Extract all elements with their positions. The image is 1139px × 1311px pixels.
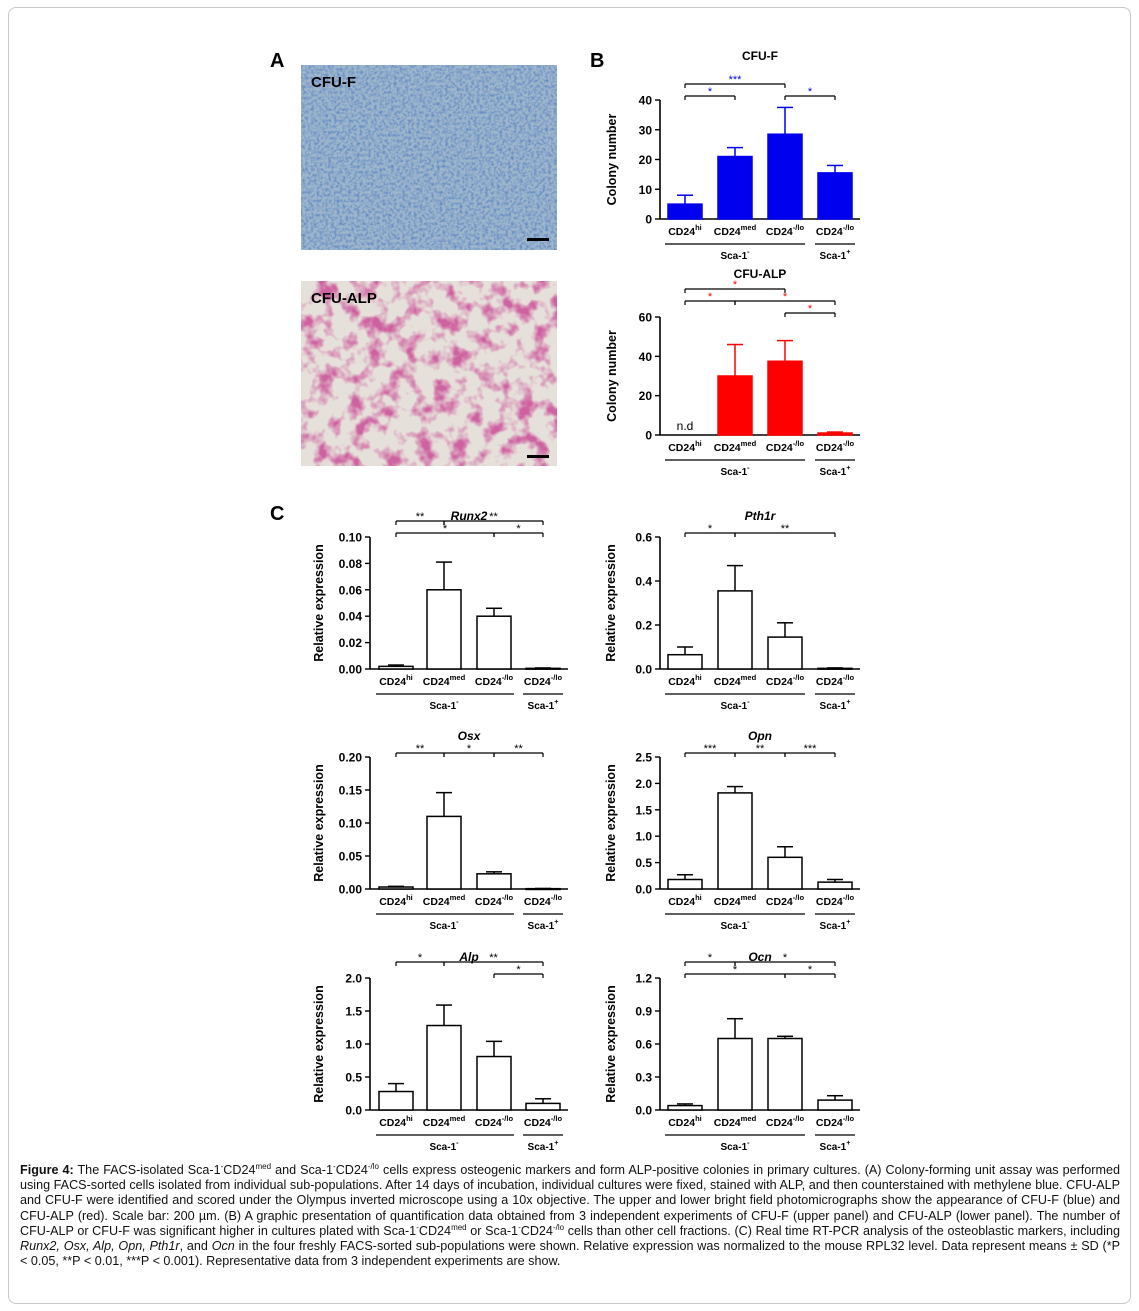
- caption-part: and Sca-1: [271, 1163, 334, 1177]
- category-label-base: CD24: [668, 676, 696, 688]
- y-tick-label: 2.0: [635, 776, 652, 791]
- bar: [427, 1026, 461, 1110]
- group-label-sup: -: [456, 697, 459, 706]
- group-label: [820, 697, 851, 712]
- category-label: [714, 893, 757, 908]
- y-tick-label: 20: [638, 153, 652, 167]
- category-label-base: CD24: [713, 226, 741, 238]
- y-tick-label: 0.5: [635, 856, 652, 871]
- category-label-base: CD24: [713, 896, 741, 908]
- significance-marker: **: [415, 743, 425, 755]
- chart-title: Alp: [459, 950, 479, 964]
- scale-bar-cfuf: [527, 238, 549, 241]
- category-label-base: CD24: [422, 896, 450, 908]
- category-label-base: CD24: [815, 442, 843, 454]
- category-label-sup: hi: [695, 439, 702, 448]
- y-axis-label: Relative expression: [312, 544, 326, 662]
- category-label: [524, 1114, 563, 1129]
- category-label-sup: hi: [695, 893, 702, 902]
- group-label-base: Sca-1: [429, 921, 457, 932]
- significance-marker: *: [442, 523, 448, 535]
- bar: [668, 655, 702, 669]
- category-label: [766, 673, 805, 688]
- significance-marker: **: [514, 743, 523, 755]
- category-label: [524, 673, 563, 688]
- category-label-sup: hi: [695, 223, 702, 232]
- group-label: [429, 697, 459, 712]
- bar: [668, 1106, 702, 1110]
- category-label: [766, 439, 805, 454]
- chart-ocn: [604, 950, 860, 1153]
- category-label: [766, 223, 805, 238]
- group-label: [528, 1138, 559, 1153]
- y-tick-label: 0.06: [338, 583, 362, 598]
- category-label-base: CD24: [523, 676, 551, 688]
- group-label: [720, 917, 750, 932]
- group-label-sup: +: [554, 697, 559, 706]
- significance-marker: **: [415, 511, 425, 523]
- category-label-sup: -/lo: [550, 893, 563, 902]
- category-label: [475, 1114, 514, 1129]
- group-label-sup: -: [747, 697, 750, 706]
- group-label-base: Sca-1: [429, 1142, 457, 1153]
- category-label-base: CD24: [668, 442, 696, 454]
- bar: [718, 157, 752, 219]
- bar: [818, 1100, 852, 1110]
- y-tick-label: 0.0: [635, 662, 652, 677]
- caption-part: in the four freshly FACS-sorted sub-populations were shown. Relative expression was normalized to the mouse RPL32 level. Data represent means ± SD (*P < 0.05, **P < 0.01, ***P < 0.001). Representative data from 3 independent experiments are show.: [20, 1239, 1120, 1269]
- category-label-base: CD24: [474, 896, 502, 908]
- category-label-sup: med: [449, 673, 466, 682]
- y-tick-label: 0.3: [635, 1070, 652, 1085]
- caption-sup: med: [451, 1222, 467, 1232]
- chart-title: Opn: [748, 729, 772, 743]
- y-tick-label: 2.0: [345, 971, 362, 986]
- category-label-sup: hi: [695, 1114, 702, 1123]
- bar: [379, 887, 413, 889]
- category-label-base: CD24: [379, 896, 407, 908]
- significance-marker: *: [466, 743, 472, 755]
- category-label-sup: -/lo: [842, 439, 855, 448]
- micrograph-cfualp: [301, 281, 557, 466]
- category-label-base: CD24: [379, 1117, 407, 1129]
- bar: [477, 874, 511, 889]
- category-label-sup: med: [740, 673, 757, 682]
- category-label: [423, 893, 466, 908]
- category-label-base: CD24: [765, 1117, 793, 1129]
- caption-sup: -: [220, 1161, 224, 1171]
- group-label-sup: -: [747, 1138, 750, 1147]
- significance-marker: ***: [803, 743, 817, 755]
- category-label: [714, 439, 757, 454]
- caption-sup: -/lo: [367, 1161, 380, 1171]
- caption-part: CD24: [335, 1163, 368, 1177]
- chart-cfualp: [605, 267, 860, 478]
- caption-sup: -: [416, 1222, 419, 1232]
- category-label: [816, 1114, 855, 1129]
- bar: [818, 882, 852, 889]
- category-label: [816, 673, 855, 688]
- significance-marker: *: [807, 303, 813, 315]
- group-label-base: Sca-1: [720, 921, 748, 932]
- category-label-sup: -/lo: [501, 893, 514, 902]
- category-label: [379, 673, 413, 688]
- category-label-sup: -/lo: [792, 893, 805, 902]
- category-label: [379, 1114, 413, 1129]
- y-tick-label: 0.00: [338, 662, 362, 677]
- category-label-base: CD24: [668, 226, 696, 238]
- group-label-base: Sca-1: [819, 251, 847, 262]
- category-label: [714, 223, 757, 238]
- category-label-base: CD24: [668, 1117, 696, 1129]
- category-label: [423, 673, 466, 688]
- group-label-base: Sca-1: [527, 921, 555, 932]
- group-label-sup: +: [554, 1138, 559, 1147]
- category-label-base: CD24: [765, 896, 793, 908]
- group-label-base: Sca-1: [819, 1142, 847, 1153]
- bar: [668, 204, 702, 219]
- category-label-base: CD24: [422, 1117, 450, 1129]
- chart-title: Ocn: [748, 950, 772, 964]
- significance-marker: *: [732, 964, 738, 976]
- caption-part: CD24: [223, 1163, 256, 1177]
- y-tick-label: 1.5: [635, 803, 652, 818]
- y-tick-label: 0.6: [635, 530, 652, 545]
- y-tick-label: 0: [645, 428, 652, 443]
- category-label-base: CD24: [474, 676, 502, 688]
- category-label-base: CD24: [815, 226, 843, 238]
- category-label-sup: -/lo: [842, 1114, 855, 1123]
- y-tick-label: 0.05: [338, 849, 362, 864]
- category-label: [668, 439, 702, 454]
- significance-marker: *: [707, 523, 713, 535]
- micrograph-cfuf: [301, 65, 557, 250]
- category-label: [475, 893, 514, 908]
- group-label-sup: +: [846, 1138, 851, 1147]
- y-tick-label: 0.9: [635, 1004, 652, 1019]
- caption-sup: -: [518, 1222, 521, 1232]
- y-tick-label: 1.0: [345, 1037, 362, 1052]
- chart-cfuf: [605, 49, 860, 262]
- category-label-sup: hi: [695, 673, 702, 682]
- micrograph-cfuf-cells: [301, 65, 557, 250]
- bar: [818, 433, 852, 435]
- category-label-sup: -/lo: [550, 673, 563, 682]
- panel-letter-b: B: [590, 50, 605, 72]
- bar: [768, 1039, 802, 1111]
- y-tick-label: 0.20: [338, 750, 362, 765]
- group-label: [820, 1138, 851, 1153]
- chart-alp: [312, 950, 568, 1153]
- significance-marker: *: [807, 86, 813, 98]
- category-label-sup: med: [740, 439, 757, 448]
- caption-sup: -: [333, 1161, 336, 1171]
- significance-marker: *: [417, 952, 423, 964]
- y-axis-label: Colony number: [605, 113, 619, 206]
- chart-title: Osx: [457, 729, 481, 743]
- bar: [818, 173, 852, 219]
- group-label: [720, 1138, 750, 1153]
- caption-part: The FACS-isolated Sca-1: [73, 1163, 221, 1177]
- group-label-base: Sca-1: [819, 467, 847, 478]
- category-label-sup: hi: [406, 1114, 413, 1123]
- bar: [668, 879, 702, 889]
- category-label: [668, 673, 702, 688]
- group-label-base: Sca-1: [819, 701, 847, 712]
- chart-title: CFU-ALP: [733, 267, 787, 281]
- category-label: [379, 893, 413, 908]
- y-axis-label: Relative expression: [604, 544, 618, 662]
- significance-marker: ***: [703, 743, 717, 755]
- category-label-base: CD24: [815, 896, 843, 908]
- group-label-sup: -: [747, 247, 750, 256]
- y-tick-label: 0.08: [338, 556, 362, 571]
- category-label: [816, 893, 855, 908]
- y-tick-label: 2.5: [635, 750, 652, 765]
- significance-marker: *: [516, 523, 521, 535]
- category-label-base: CD24: [765, 676, 793, 688]
- category-label-sup: -/lo: [842, 223, 855, 232]
- category-label-sup: -/lo: [501, 1114, 514, 1123]
- significance-marker: *: [516, 964, 521, 976]
- category-label-base: CD24: [815, 1117, 843, 1129]
- category-label-base: CD24: [765, 226, 793, 238]
- group-label-base: Sca-1: [527, 1142, 555, 1153]
- group-label: [720, 463, 750, 478]
- category-label-base: CD24: [422, 676, 450, 688]
- y-tick-label: 1.5: [345, 1004, 362, 1019]
- caption-label: Figure 4:: [20, 1163, 74, 1177]
- y-axis-label: Colony number: [605, 330, 619, 422]
- category-label-sup: med: [740, 893, 757, 902]
- group-label: [720, 697, 750, 712]
- caption-part: , and: [179, 1239, 212, 1254]
- bar: [379, 666, 413, 669]
- category-label-sup: med: [449, 1114, 466, 1123]
- category-label-base: CD24: [523, 896, 551, 908]
- category-label-base: CD24: [523, 1117, 551, 1129]
- category-label: [668, 223, 702, 238]
- significance-marker: *: [782, 952, 788, 964]
- micrograph-cfuf-label: CFU-F: [311, 74, 356, 91]
- category-label: [524, 893, 563, 908]
- chart-runx2: [312, 509, 568, 712]
- y-tick-label: 0.4: [635, 574, 652, 589]
- category-label-sup: -/lo: [792, 223, 805, 232]
- caption-italic: Ocn: [211, 1239, 235, 1254]
- bar: [768, 857, 802, 889]
- group-label-sup: +: [846, 463, 851, 472]
- chart-title: CFU-F: [742, 49, 778, 63]
- category-label-sup: hi: [406, 893, 413, 902]
- y-tick-label: 0.2: [635, 618, 652, 633]
- chart-opn: [604, 729, 860, 932]
- category-label-sup: med: [449, 893, 466, 902]
- y-tick-label: 60: [638, 310, 652, 325]
- group-label-sup: +: [554, 917, 559, 926]
- bar: [768, 637, 802, 669]
- bar: [718, 793, 752, 889]
- y-tick-label: 0.0: [635, 1103, 652, 1118]
- category-label-base: CD24: [474, 1117, 502, 1129]
- bar: [379, 1092, 413, 1110]
- group-label-sup: -: [456, 917, 459, 926]
- significance-marker: **: [489, 952, 498, 964]
- chart-title: Pth1r: [744, 509, 776, 523]
- y-tick-label: 0.6: [635, 1037, 652, 1052]
- caption-part: cells than other cell fractions. (C) Real time RT-PCR analysis of the osteoblastic markers, including: [564, 1223, 1120, 1238]
- group-label: [820, 247, 851, 262]
- category-label-sup: med: [740, 223, 757, 232]
- caption-italic: Runx2, Osx, Alp, Opn, Pth1r: [20, 1239, 180, 1254]
- category-label-sup: -/lo: [550, 1114, 563, 1123]
- category-label-sup: hi: [406, 673, 413, 682]
- group-label: [429, 917, 459, 932]
- caption-sup: med: [255, 1161, 272, 1171]
- bar: [427, 816, 461, 889]
- category-label-base: CD24: [713, 442, 741, 454]
- category-label: [766, 1114, 805, 1129]
- bar: [768, 134, 802, 219]
- category-label-sup: -/lo: [792, 1114, 805, 1123]
- category-label-sup: -/lo: [792, 439, 805, 448]
- category-label-sup: -/lo: [842, 893, 855, 902]
- panel-letter-c: C: [270, 503, 285, 525]
- y-tick-label: 0.0: [345, 1103, 362, 1118]
- category-label-base: CD24: [668, 896, 696, 908]
- y-tick-label: 1.2: [635, 971, 652, 986]
- significance-marker: **: [780, 523, 790, 535]
- chart-osx: [312, 729, 568, 932]
- y-tick-label: 0: [645, 212, 652, 227]
- scale-bar-cfualp: [527, 455, 549, 458]
- figure-caption: [20, 1163, 1120, 1269]
- bar: [718, 376, 752, 435]
- category-label: [714, 673, 757, 688]
- bar: [427, 590, 461, 669]
- significance-marker: **: [489, 511, 498, 523]
- category-label: [816, 439, 855, 454]
- group-label: [528, 917, 559, 932]
- group-label-base: Sca-1: [720, 1142, 748, 1153]
- bar: [526, 1103, 560, 1110]
- panel-letter-a: A: [270, 50, 285, 72]
- category-label: [714, 1114, 757, 1129]
- bar: [477, 616, 511, 669]
- y-tick-label: 0.00: [338, 882, 362, 897]
- y-tick-label: 0.10: [338, 816, 362, 831]
- group-label-base: Sca-1: [429, 701, 457, 712]
- y-tick-label: 1.0: [635, 829, 652, 844]
- group-label: [720, 247, 750, 262]
- group-label-sup: +: [846, 697, 851, 706]
- chart-pth1r: [604, 509, 860, 712]
- significance-marker: *: [707, 86, 713, 98]
- bar: [718, 591, 752, 669]
- y-axis-label: Relative expression: [604, 764, 618, 882]
- significance-marker: *: [807, 964, 813, 976]
- category-label: [475, 673, 514, 688]
- bar: [477, 1057, 511, 1110]
- group-label-sup: +: [846, 917, 851, 926]
- caption-sup: -/lo: [552, 1222, 565, 1232]
- y-tick-label: 0.5: [345, 1070, 362, 1085]
- significance-marker: *: [732, 279, 738, 291]
- y-axis-label: Relative expression: [312, 985, 326, 1103]
- y-tick-label: 0.15: [338, 783, 362, 798]
- caption-part: CD24: [418, 1223, 452, 1238]
- significance-marker: *: [782, 291, 788, 303]
- y-axis-label: Relative expression: [604, 985, 618, 1103]
- micrograph-cfualp-cells: [301, 281, 557, 466]
- caption-part: or Sca-1: [466, 1223, 519, 1238]
- caption-part: CD24: [520, 1223, 553, 1238]
- caption-part: cells express osteogenic markers and form ALP-positive colonies in primary cultures. (A) Colony-forming unit assay was performed using FACS-sorted cells isolated from individual sub-populations. After 14 days of incubation, individual cultures were fixed, stained with ALP, and then counterstained with methylene blue. CFU-ALP and CFU-F were identified and scored under the Olympus inverted microscope using a 10x objective. The upper and lower bright field photomicrographs show the appearance of CFU-F (blue) and CFU-ALP (red). Scale bar: 200 µm. (B) A graphic presentation of quantification data obtained from 3 independent experiments of CFU-F (upper panel) and CFU-ALP (lower panel). The number of CFU-ALP or CFU-F was significant higher in cultures plated with Sca-1: [20, 1163, 1120, 1238]
- significance-marker: **: [755, 743, 765, 755]
- category-label-sup: -/lo: [501, 673, 514, 682]
- group-label: [820, 917, 851, 932]
- group-label: [820, 463, 851, 478]
- group-label-base: Sca-1: [819, 921, 847, 932]
- group-label-sup: +: [846, 247, 851, 256]
- not-detected-label: n.d: [676, 419, 694, 433]
- significance-marker: *: [707, 291, 713, 303]
- y-tick-label: 10: [638, 182, 652, 197]
- category-label: [668, 1114, 702, 1129]
- category-label-base: CD24: [713, 676, 741, 688]
- group-label-sup: -: [747, 463, 750, 472]
- category-label-sup: -/lo: [842, 673, 855, 682]
- category-label-base: CD24: [815, 676, 843, 688]
- group-label-base: Sca-1: [527, 701, 555, 712]
- category-label: [816, 223, 855, 238]
- y-tick-label: 0.0: [635, 882, 652, 897]
- group-label-base: Sca-1: [720, 701, 748, 712]
- y-tick-label: 0.10: [338, 530, 362, 545]
- bar: [718, 1039, 752, 1111]
- group-label-base: Sca-1: [720, 467, 748, 478]
- category-label-base: CD24: [713, 1117, 741, 1129]
- category-label-sup: -/lo: [792, 673, 805, 682]
- group-label-sup: -: [456, 1138, 459, 1147]
- category-label: [423, 1114, 466, 1129]
- y-tick-label: 0.02: [338, 636, 362, 651]
- significance-marker: ***: [728, 74, 742, 86]
- group-label-base: Sca-1: [720, 251, 748, 262]
- y-tick-label: 0.04: [338, 609, 362, 624]
- micrograph-cfualp-label: CFU-ALP: [311, 290, 377, 307]
- category-label: [766, 893, 805, 908]
- group-label: [528, 697, 559, 712]
- group-label: [429, 1138, 459, 1153]
- y-tick-label: 40: [638, 93, 652, 108]
- category-label-sup: med: [740, 1114, 757, 1123]
- bar: [768, 361, 802, 435]
- chart-title: Runx2: [450, 509, 488, 523]
- y-axis-label: Relative expression: [312, 764, 326, 882]
- category-label: [668, 893, 702, 908]
- y-tick-label: 30: [638, 123, 652, 138]
- group-label-sup: -: [747, 917, 750, 926]
- y-tick-label: 20: [638, 389, 652, 404]
- category-label-base: CD24: [765, 442, 793, 454]
- y-tick-label: 40: [638, 349, 652, 364]
- category-label-base: CD24: [379, 676, 407, 688]
- significance-marker: *: [707, 952, 713, 964]
